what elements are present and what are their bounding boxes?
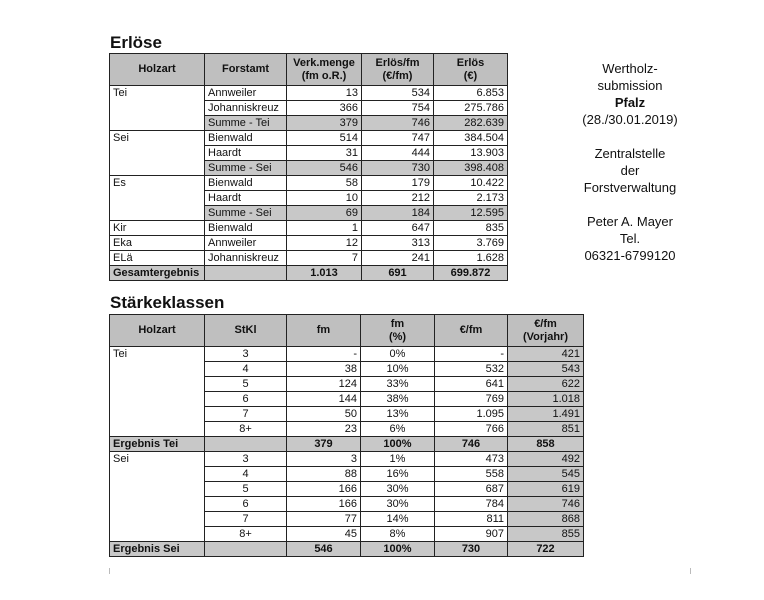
- table-row: [110, 452, 584, 467]
- cell-menge: 69: [287, 206, 362, 221]
- cell-forstamt: Bienwald: [205, 176, 287, 191]
- side-line: Zentralstelle: [594, 146, 666, 161]
- cell-pct: 30%: [361, 497, 435, 512]
- cell-menge: 379: [287, 116, 362, 131]
- result-empty: [205, 437, 287, 452]
- cell-stkl: 3: [205, 347, 287, 362]
- cell-erloes-fm: 747: [362, 131, 434, 146]
- side-line: Tel.: [619, 231, 641, 246]
- cell-forstamt: Annweiler: [205, 86, 287, 101]
- cell-vj: 492: [508, 452, 584, 467]
- page-mark: [690, 568, 691, 574]
- cell-erloes-fm: 444: [362, 146, 434, 161]
- table-row: [110, 101, 508, 116]
- cell-forstamt: Annweiler: [205, 236, 287, 251]
- table-row: [110, 407, 584, 422]
- result-pct: 100%: [361, 437, 435, 452]
- cell-stkl: 7: [205, 407, 287, 422]
- cell-erloes-fm: 241: [362, 251, 434, 266]
- cell-vj: 622: [508, 377, 584, 392]
- cell-holzart: [110, 512, 205, 527]
- table-row: [110, 86, 508, 101]
- cell-erloes: 282.639: [434, 116, 508, 131]
- cell-vj: 421: [508, 347, 584, 362]
- cell-holzart: [110, 101, 205, 116]
- cell-vj: 1.018: [508, 392, 584, 407]
- cell-holzart: [110, 392, 205, 407]
- cell-holzart: [110, 362, 205, 377]
- summary-row: [110, 116, 508, 131]
- cell-menge: 7: [287, 251, 362, 266]
- cell-holzart: [110, 422, 205, 437]
- cell-menge: 10: [287, 191, 362, 206]
- cell-menge: 366: [287, 101, 362, 116]
- cell-vj: 746: [508, 497, 584, 512]
- table-row: [110, 236, 508, 251]
- cell-menge: 58: [287, 176, 362, 191]
- cell-fm: 77: [287, 512, 361, 527]
- cell-eur: 641: [435, 377, 508, 392]
- cell-stkl: 5: [205, 377, 287, 392]
- cell-erloes: 398.408: [434, 161, 508, 176]
- cell-menge: 12: [287, 236, 362, 251]
- cell-holzart: Sei: [110, 131, 205, 146]
- cell-forstamt: Summe - Sei: [205, 161, 287, 176]
- cell-menge: 1: [287, 221, 362, 236]
- table-row: [110, 191, 508, 206]
- result-eur: 730: [435, 542, 508, 557]
- cell-eur: 766: [435, 422, 508, 437]
- cell-erloes-fm: 534: [362, 86, 434, 101]
- result-fm: 546: [287, 542, 361, 557]
- cell-holzart: Es: [110, 176, 205, 191]
- cell-forstamt: Summe - Tei: [205, 116, 287, 131]
- cell-menge: 13: [287, 86, 362, 101]
- cell-erloes-fm: 313: [362, 236, 434, 251]
- cell-vj: 1.491: [508, 407, 584, 422]
- erloese-table: [109, 53, 508, 281]
- cell-fm: 3: [287, 452, 361, 467]
- cell-stkl: 7: [205, 512, 287, 527]
- header-stkl: StKl: [205, 315, 287, 347]
- result-eur: 746: [435, 437, 508, 452]
- cell-menge: 514: [287, 131, 362, 146]
- cell-eur: 769: [435, 392, 508, 407]
- cell-pct: 0%: [361, 347, 435, 362]
- cell-stkl: 5: [205, 482, 287, 497]
- header-erloes: Erlös (€): [434, 54, 508, 86]
- cell-erloes: 275.786: [434, 101, 508, 116]
- cell-eur: 784: [435, 497, 508, 512]
- header-fm: fm: [287, 315, 361, 347]
- result-vj: 858: [508, 437, 584, 452]
- cell-forstamt: Haardt: [205, 191, 287, 206]
- cell-eur: -: [435, 347, 508, 362]
- cell-pct: 14%: [361, 512, 435, 527]
- cell-erloes: 1.628: [434, 251, 508, 266]
- header-verkmenge: Verk.menge (fm o.R.): [287, 54, 362, 86]
- erloese-title: Erlöse: [110, 33, 162, 52]
- group-result-row: [110, 542, 584, 557]
- cell-vj: 851: [508, 422, 584, 437]
- cell-vj: 868: [508, 512, 584, 527]
- cell-fm: 166: [287, 482, 361, 497]
- table-row: [110, 251, 508, 266]
- cell-holzart: [110, 116, 205, 131]
- cell-forstamt: Johanniskreuz: [205, 101, 287, 116]
- cell-forstamt: Haardt: [205, 146, 287, 161]
- cell-erloes-fm: 730: [362, 161, 434, 176]
- header-erloes-fm: Erlös/fm (€/fm): [362, 54, 434, 86]
- cell-forstamt: Bienwald: [205, 221, 287, 236]
- cell-holzart: [110, 191, 205, 206]
- cell-pct: 30%: [361, 482, 435, 497]
- table-row: [110, 482, 584, 497]
- header-eur-fm: €/fm: [435, 315, 508, 347]
- cell-holzart: [110, 206, 205, 221]
- summary-row: [110, 161, 508, 176]
- cell-stkl: 4: [205, 362, 287, 377]
- cell-holzart: [110, 377, 205, 392]
- contact-info: [560, 60, 700, 264]
- cell-pct: 10%: [361, 362, 435, 377]
- side-line: der: [620, 163, 640, 178]
- page-mark: [109, 568, 110, 574]
- cell-holzart: ELä: [110, 251, 205, 266]
- cell-forstamt: Johanniskreuz: [205, 251, 287, 266]
- total-erloes-fm: 691: [362, 266, 434, 281]
- header-holzart: Holzart: [110, 54, 205, 86]
- side-region: Pfalz: [614, 95, 646, 110]
- cell-eur: 473: [435, 452, 508, 467]
- header-eur-fm-vorjahr: €/fm (Vorjahr): [508, 315, 584, 347]
- staerke-title: Stärkeklassen: [110, 293, 225, 312]
- cell-erloes-fm: 754: [362, 101, 434, 116]
- cell-forstamt: Bienwald: [205, 131, 287, 146]
- cell-erloes: 3.769: [434, 236, 508, 251]
- summary-row: [110, 206, 508, 221]
- cell-holzart: [110, 482, 205, 497]
- cell-holzart: [110, 497, 205, 512]
- cell-holzart: [110, 467, 205, 482]
- table-row: [110, 392, 584, 407]
- header-forstamt: Forstamt: [205, 54, 287, 86]
- cell-stkl: 8+: [205, 422, 287, 437]
- cell-fm: 88: [287, 467, 361, 482]
- cell-erloes: 384.504: [434, 131, 508, 146]
- cell-holzart: Tei: [110, 347, 205, 362]
- cell-menge: 31: [287, 146, 362, 161]
- side-date: (28./30.01.2019): [582, 112, 678, 127]
- cell-fm: 50: [287, 407, 361, 422]
- cell-menge: 546: [287, 161, 362, 176]
- cell-holzart: [110, 161, 205, 176]
- side-line: Wertholz-: [602, 61, 658, 76]
- cell-pct: 1%: [361, 452, 435, 467]
- table-row: [110, 467, 584, 482]
- cell-stkl: 6: [205, 392, 287, 407]
- total-label: Gesamtergebnis: [110, 266, 205, 281]
- table-row: [110, 377, 584, 392]
- cell-pct: 33%: [361, 377, 435, 392]
- group-result-row: [110, 437, 584, 452]
- cell-eur: 558: [435, 467, 508, 482]
- cell-holzart: Tei: [110, 86, 205, 101]
- total-empty: [205, 266, 287, 281]
- cell-eur: 532: [435, 362, 508, 377]
- table-row: [110, 527, 584, 542]
- cell-vj: 855: [508, 527, 584, 542]
- cell-holzart: Kir: [110, 221, 205, 236]
- side-line: Forstverwaltung: [583, 180, 677, 195]
- cell-erloes-fm: 212: [362, 191, 434, 206]
- cell-erloes-fm: 647: [362, 221, 434, 236]
- header-holzart: Holzart: [110, 315, 205, 347]
- total-row: [110, 266, 508, 281]
- table-row: [110, 512, 584, 527]
- cell-holzart: Sei: [110, 452, 205, 467]
- cell-fm: 38: [287, 362, 361, 377]
- cell-forstamt: Summe - Sei: [205, 206, 287, 221]
- cell-eur: 687: [435, 482, 508, 497]
- cell-vj: 545: [508, 467, 584, 482]
- cell-erloes: 12.595: [434, 206, 508, 221]
- cell-fm: 45: [287, 527, 361, 542]
- cell-erloes: 10.422: [434, 176, 508, 191]
- cell-stkl: 3: [205, 452, 287, 467]
- table-row: [110, 497, 584, 512]
- cell-erloes: 6.853: [434, 86, 508, 101]
- cell-holzart: [110, 146, 205, 161]
- cell-erloes: 835: [434, 221, 508, 236]
- result-empty: [205, 542, 287, 557]
- table-row: [110, 146, 508, 161]
- cell-erloes: 13.903: [434, 146, 508, 161]
- cell-eur: 811: [435, 512, 508, 527]
- cell-erloes-fm: 184: [362, 206, 434, 221]
- cell-fm: 124: [287, 377, 361, 392]
- header-fm-pct: fm (%): [361, 315, 435, 347]
- cell-holzart: [110, 527, 205, 542]
- cell-pct: 38%: [361, 392, 435, 407]
- cell-erloes-fm: 746: [362, 116, 434, 131]
- result-vj: 722: [508, 542, 584, 557]
- cell-holzart: Eka: [110, 236, 205, 251]
- cell-stkl: 6: [205, 497, 287, 512]
- total-menge: 1.013: [287, 266, 362, 281]
- cell-pct: 6%: [361, 422, 435, 437]
- result-fm: 379: [287, 437, 361, 452]
- table-row: [110, 347, 584, 362]
- cell-vj: 619: [508, 482, 584, 497]
- cell-erloes-fm: 179: [362, 176, 434, 191]
- cell-vj: 543: [508, 362, 584, 377]
- cell-eur: 1.095: [435, 407, 508, 422]
- table-row: [110, 176, 508, 191]
- table-row: [110, 221, 508, 236]
- cell-stkl: 8+: [205, 527, 287, 542]
- cell-eur: 907: [435, 527, 508, 542]
- cell-pct: 16%: [361, 467, 435, 482]
- cell-holzart: [110, 407, 205, 422]
- cell-pct: 13%: [361, 407, 435, 422]
- table-row: [110, 422, 584, 437]
- staerke-table: [109, 314, 584, 557]
- cell-erloes: 2.173: [434, 191, 508, 206]
- total-erloes: 699.872: [434, 266, 508, 281]
- cell-fm: 23: [287, 422, 361, 437]
- cell-fm: 166: [287, 497, 361, 512]
- table-row: [110, 131, 508, 146]
- result-label: Ergebnis Tei: [110, 437, 205, 452]
- table-row: [110, 362, 584, 377]
- side-name: Peter A. Mayer: [587, 214, 673, 229]
- result-pct: 100%: [361, 542, 435, 557]
- cell-pct: 8%: [361, 527, 435, 542]
- cell-stkl: 4: [205, 467, 287, 482]
- cell-fm: 144: [287, 392, 361, 407]
- side-line: submission: [597, 78, 663, 93]
- result-label: Ergebnis Sei: [110, 542, 205, 557]
- side-phone: 06321-6799120: [584, 248, 676, 263]
- cell-fm: -: [287, 347, 361, 362]
